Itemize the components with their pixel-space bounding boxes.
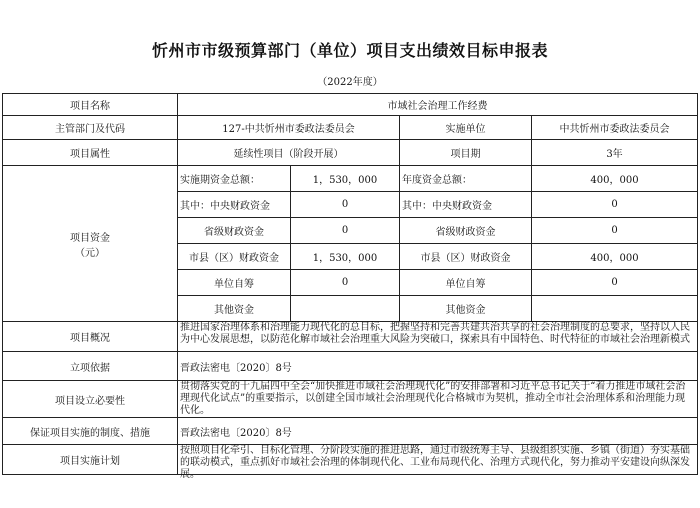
- funds-right-value: 0: [532, 192, 698, 218]
- overview-text: 推进国家治理体系和治理能力现代化的总目标，把握坚持和完善共建共治共享的社会治理制度的总要求，坚持以人民为中心发展思想，以防范化解市域社会治理重大风险为突破口，探索具有中国特色、时代特征的市域社会治理新模式: [180, 322, 690, 345]
- row-plan: [3, 445, 698, 475]
- funds-left-label: 其中：中央财政资金: [178, 192, 291, 218]
- funds-left-value: 1，530，000: [291, 166, 400, 192]
- row-project-name: [3, 94, 698, 116]
- attribute-value: 延续性项目（阶段开展）: [178, 140, 400, 166]
- funds-row-total: [3, 166, 698, 192]
- funds-left-value: 0: [291, 270, 400, 296]
- department-value: 127-中共忻州市委政法委员会: [178, 116, 400, 140]
- funds-right-value: 0: [532, 270, 698, 296]
- funds-left-value: 0: [291, 192, 400, 218]
- funds-left-value: [291, 296, 400, 322]
- overview-label: 项目概况: [3, 322, 178, 352]
- funds-label-unit: （元）: [75, 247, 105, 259]
- funds-right-label: 省级财政资金: [400, 218, 532, 244]
- plan-label: 项目实施计划: [3, 445, 178, 475]
- implementing-unit-value: 中共忻州市委政法委员会: [532, 116, 698, 140]
- basis-value: 晋政法密电〔2020〕8号: [178, 352, 698, 381]
- funds-left-label: 单位自筹: [178, 270, 291, 296]
- period-label: 项目期: [400, 140, 532, 166]
- plan-text: 按照项目化牵引、目标化管理、分阶段实施的推进思路，通过市级统筹主导、县级组织实施、乡镇（街道）夯实基础的联动模式，重点抓好市域社会治理的体制现代化、工业布局现代化、治理方式现代化，努力推动平安建设向纵深发展。: [180, 445, 690, 480]
- funds-right-label: 市县（区）财政资金: [400, 244, 532, 270]
- funds-left-label: 省级财政资金: [178, 218, 291, 244]
- funds-left-label: 实施期资金总额：: [178, 166, 291, 192]
- project-name-value: 市域社会治理工作经费: [178, 94, 698, 116]
- funds-right-label: 其他资金: [400, 296, 532, 322]
- row-attribute: [3, 140, 698, 166]
- report-year: （2022年度）: [317, 77, 383, 88]
- funds-right-value: 400，000: [532, 166, 698, 192]
- implementing-unit-label: 实施单位: [400, 116, 532, 140]
- row-guarantee: [3, 418, 698, 445]
- performance-goal-table: [2, 93, 698, 480]
- project-name-label: 项目名称: [3, 94, 178, 116]
- necessity-text: 贯彻落实党的十九届四中全会“加快推进市域社会治理现代化”的安排部署和习近平总书记关于“着力推进市域社会治理现代化试点”的重要指示，以创建全国市域社会治理现代化合格城市为契机，推动全市社会治理体系和治理能力现代化。: [180, 381, 686, 416]
- row-department: [3, 116, 698, 140]
- funds-label: [3, 166, 178, 322]
- funds-left-label: 其他资金: [178, 296, 291, 322]
- department-label: 主管部门及代码: [3, 116, 178, 140]
- funds-left-value: 0: [291, 218, 400, 244]
- guarantee-label: 保证项目实施的制度、措施: [3, 418, 178, 445]
- funds-right-value: [532, 296, 698, 322]
- page-title: 忻州市市级预算部门（单位）项目支出绩效目标申报表: [151, 41, 548, 60]
- funds-right-label: 单位自筹: [400, 270, 532, 296]
- row-overview: [3, 322, 698, 352]
- funds-right-label: 年度资金总额：: [400, 166, 532, 192]
- attribute-label: 项目属性: [3, 140, 178, 166]
- row-necessity: [3, 381, 698, 418]
- funds-right-value: 400，000: [532, 244, 698, 270]
- basis-label: 立项依据: [3, 352, 178, 381]
- funds-right-label: 其中：中央财政资金: [400, 192, 532, 218]
- guarantee-value: 晋政法密电〔2020〕8号: [178, 418, 698, 445]
- funds-label-title: 项目资金: [70, 232, 110, 244]
- funds-left-label: 市县（区）财政资金: [178, 244, 291, 270]
- funds-left-value: 1，530，000: [291, 244, 400, 270]
- necessity-label: 项目设立必要性: [3, 381, 178, 418]
- period-value: 3年: [532, 140, 698, 166]
- funds-right-value: 0: [532, 218, 698, 244]
- row-basis: [3, 352, 698, 381]
